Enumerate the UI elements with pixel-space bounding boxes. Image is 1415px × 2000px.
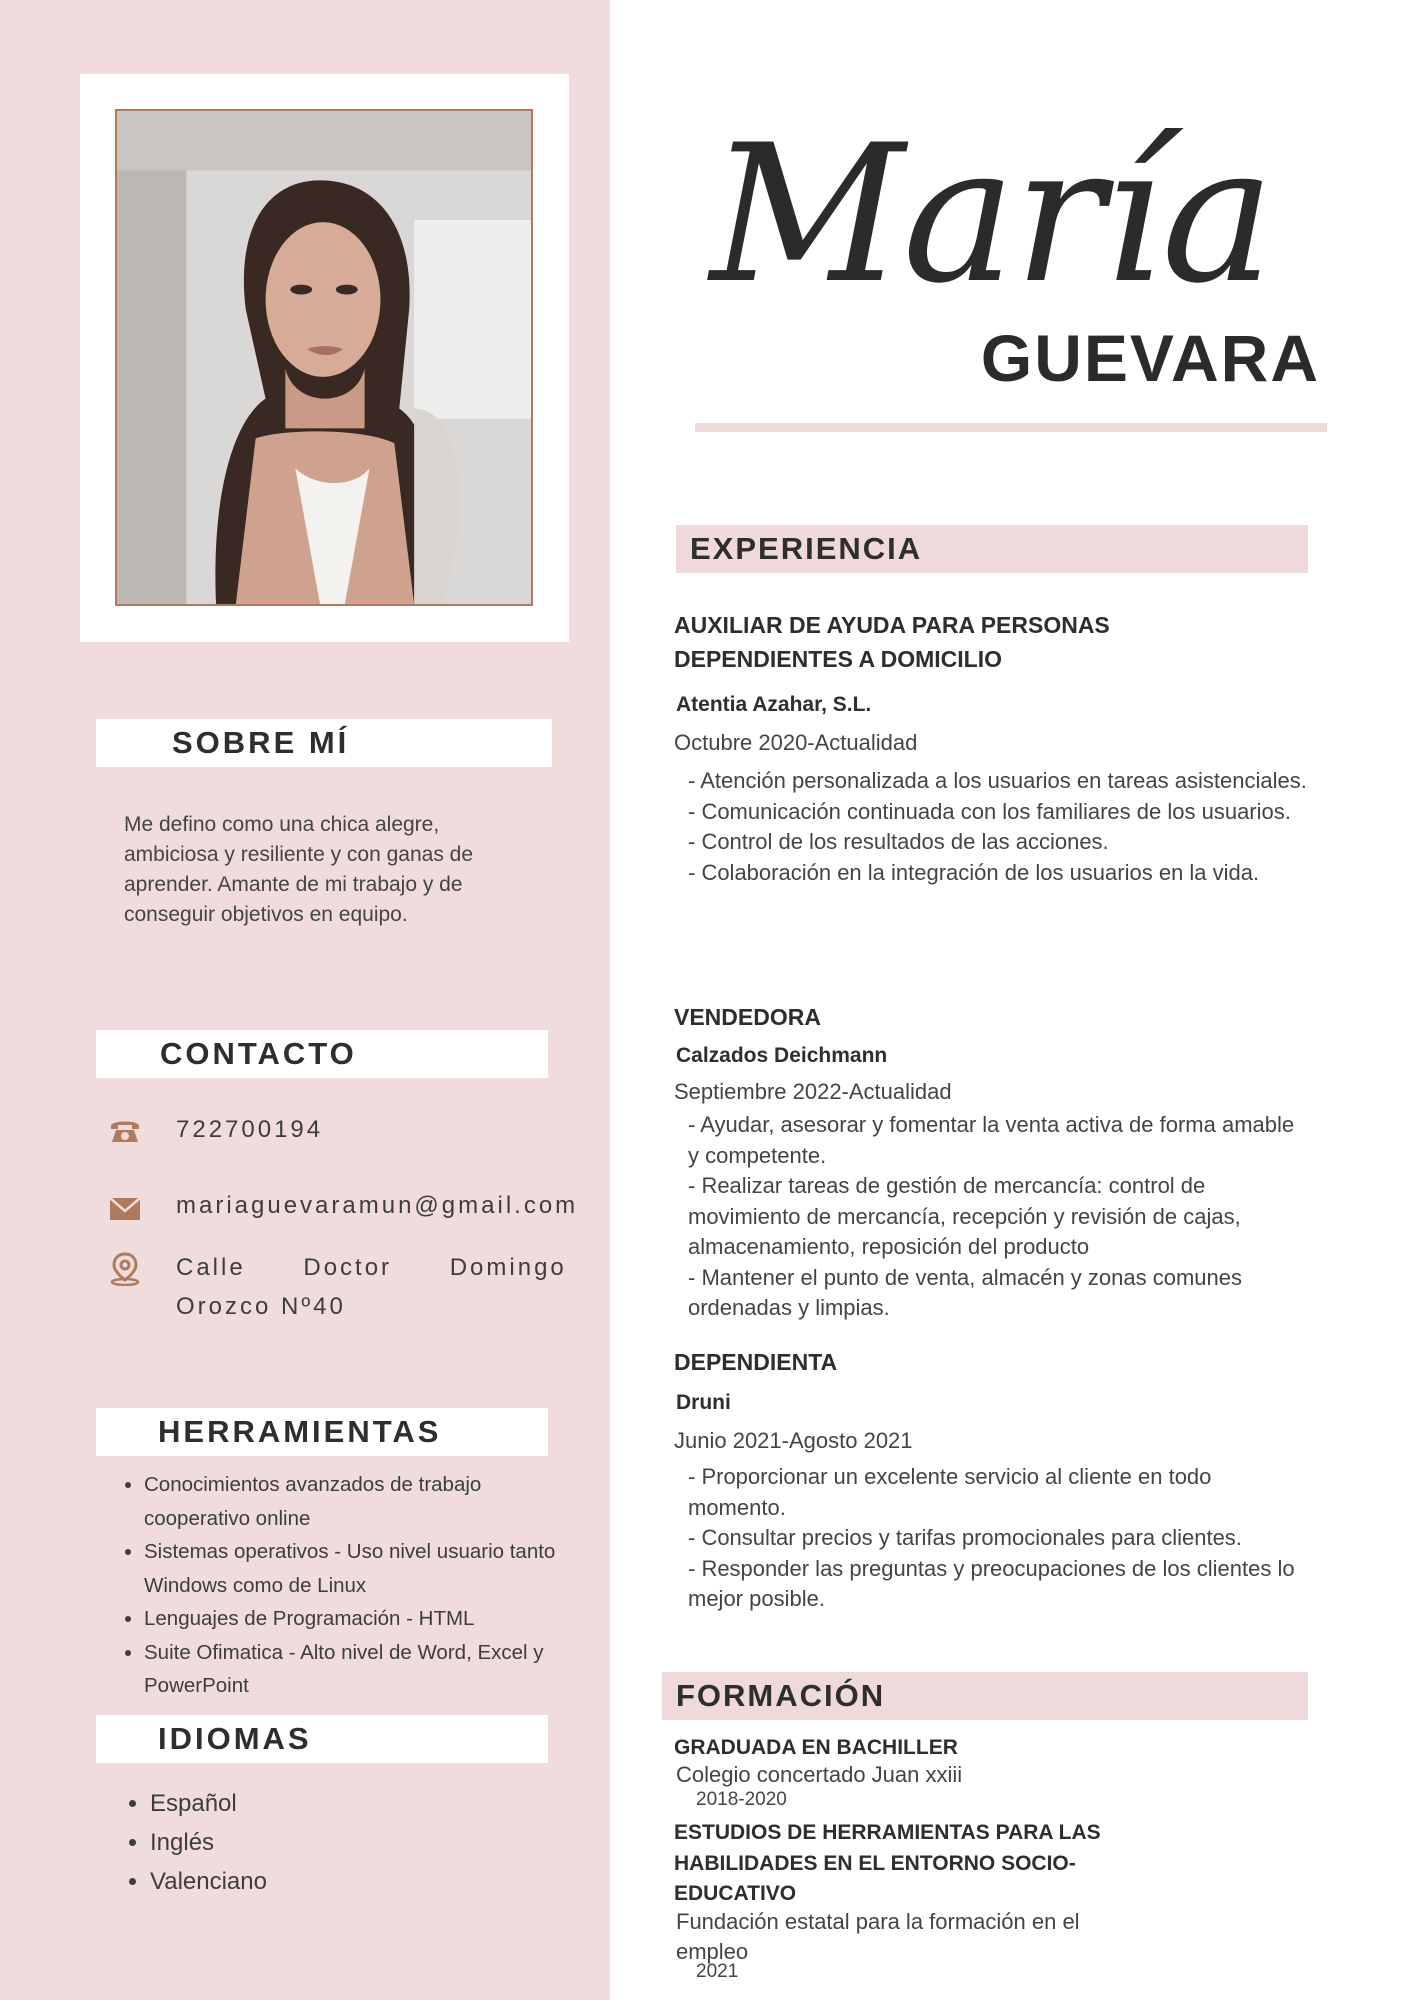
job-duties bbox=[688, 766, 1308, 888]
education-heading: FORMACIÓN bbox=[662, 1672, 1308, 1720]
list-item: • Valenciano bbox=[150, 1862, 550, 1901]
education-school: Fundación estatal para la formación en el empleo bbox=[676, 1909, 1080, 1964]
list-item: - Proporcionar un excelente servicio al cliente en todo momento. bbox=[688, 1464, 1212, 1520]
contact-phone bbox=[108, 1114, 568, 1150]
job-company: Druni bbox=[676, 1391, 731, 1414]
list-item: • Sistemas operativos - Uso nivel usuario tanto Windows como de Linux bbox=[144, 1535, 564, 1602]
tools-heading: HERRAMIENTAS bbox=[96, 1408, 548, 1456]
contact-email bbox=[108, 1190, 578, 1226]
email-address[interactable]: mariaguevaramun@gmail.com bbox=[176, 1192, 579, 1219]
job-period: Octubre 2020-Actualidad bbox=[674, 730, 918, 755]
address-line-1: Calle Doctor Domingo bbox=[176, 1254, 567, 1281]
experience-heading: EXPERIENCIA bbox=[676, 525, 1308, 573]
job-company: Atentia Azahar, S.L. bbox=[676, 693, 872, 716]
tools-list bbox=[116, 1468, 564, 1703]
list-item: • Inglés bbox=[150, 1823, 550, 1862]
education-title: GRADUADA EN BACHILLER bbox=[674, 1736, 958, 1759]
list-item: - Consultar precios y tarifas promocionales para clientes. bbox=[688, 1525, 1242, 1550]
last-name: GUEVARA bbox=[980, 321, 1320, 395]
address-line-2: Orozco Nº40 bbox=[176, 1293, 346, 1320]
list-item: - Atención personalizada a los usuarios en tareas asistenciales. bbox=[688, 768, 1307, 793]
languages-list bbox=[122, 1784, 550, 1901]
languages-heading: IDIOMAS bbox=[96, 1715, 548, 1763]
phone-icon bbox=[108, 1114, 142, 1148]
job-period: Septiembre 2022-Actualidad bbox=[674, 1079, 952, 1104]
list-item: - Control de los resultados de las acciones. bbox=[688, 829, 1109, 854]
list-item: - Ayudar, asesorar y fomentar la venta activa de forma amable y competente. bbox=[688, 1112, 1295, 1168]
contact-heading: CONTACTO bbox=[96, 1030, 548, 1078]
job-duties bbox=[688, 1110, 1308, 1324]
profile-photo bbox=[115, 109, 533, 606]
job-period: Junio 2021-Agosto 2021 bbox=[674, 1428, 913, 1453]
name-divider bbox=[695, 423, 1327, 432]
job-duties bbox=[688, 1462, 1308, 1615]
sidebar bbox=[0, 0, 610, 2000]
photo-frame bbox=[80, 74, 569, 642]
list-item: - Comunicación continuada con los familiares de los usuarios. bbox=[688, 798, 1291, 824]
about-heading: SOBRE MÍ bbox=[96, 719, 552, 767]
list-item: - Realizar tareas de gestión de mercancía: control de movimiento de mercancía, recepción y revisión de cajas, almacenamiento, reposición del producto bbox=[688, 1173, 1241, 1259]
job-title: DEPENDIENTA bbox=[674, 1349, 838, 1375]
location-pin-icon bbox=[108, 1252, 142, 1286]
list-item: - Mantener el punto de venta, almacén y zonas comunes ordenadas y limpias. bbox=[688, 1264, 1242, 1320]
first-name: María bbox=[710, 104, 1273, 325]
list-item: • Lenguajes de Programación - HTML bbox=[144, 1602, 564, 1636]
job-company: Calzados Deichmann bbox=[676, 1044, 888, 1067]
job-title: AUXILIAR DE AYUDA PARA PERSONAS DEPENDIENTES A DOMICILIO bbox=[674, 612, 1110, 672]
phone-number[interactable]: 722700194 bbox=[176, 1116, 324, 1143]
list-item: • Español bbox=[150, 1784, 550, 1823]
list-item: - Responder las preguntas y preocupaciones de los clientes lo mejor posible. bbox=[688, 1555, 1295, 1611]
education-year: 2021 bbox=[696, 1961, 739, 1982]
list-item: • Conocimientos avanzados de trabajo cooperativo online bbox=[144, 1468, 564, 1535]
contact-address bbox=[108, 1252, 578, 1332]
list-item: - Colaboración en la integración de los usuarios en la vida. bbox=[688, 859, 1260, 885]
email-icon bbox=[108, 1192, 142, 1226]
education-school: Colegio concertado Juan xxiii bbox=[676, 1762, 963, 1787]
job-title: VENDEDORA bbox=[674, 1004, 821, 1030]
about-text: Me defino como una chica alegre, ambiciosa y resiliente y con ganas de aprender. Amante de mi trabajo y de conseguir objetivos en equipo. bbox=[124, 813, 474, 926]
list-item: • Suite Ofimatica - Alto nivel de Word, Excel y PowerPoint bbox=[144, 1636, 564, 1703]
education-title: ESTUDIOS DE HERRAMIENTAS PARA LAS HABILIDADES EN EL ENTORNO SOCIO-EDUCATIVO bbox=[674, 1821, 1101, 1905]
first-name-script bbox=[700, 100, 1340, 330]
education-year: 2018-2020 bbox=[696, 1789, 787, 1810]
